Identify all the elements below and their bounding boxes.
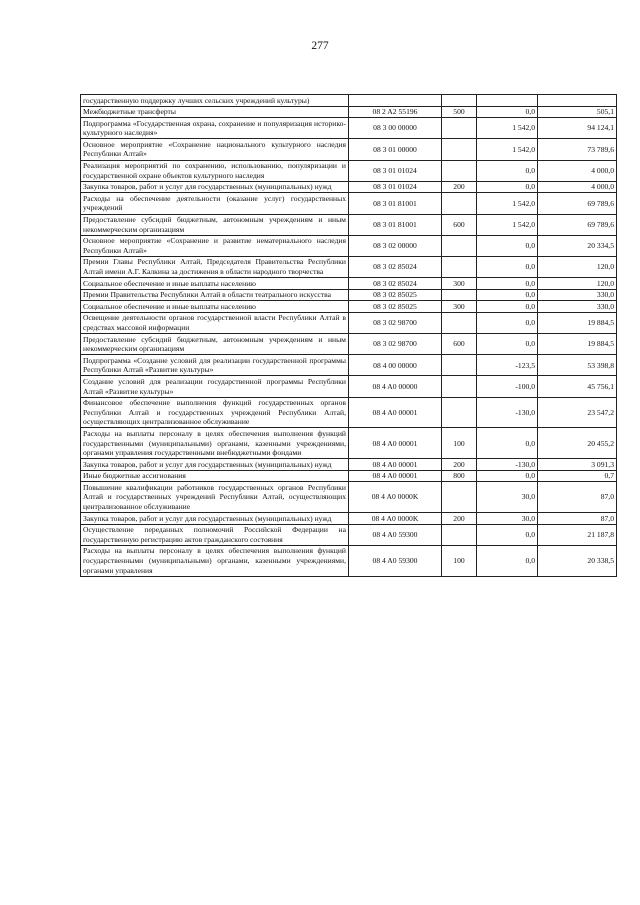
item-code: 08 4 00 00000 xyxy=(349,355,442,376)
expense-type: 300 xyxy=(442,301,477,313)
item-name: Предоставление субсидий бюджетным, автономным учреждениям и иным некоммерческим организациям xyxy=(81,214,349,235)
amount-total: 21 187,8 xyxy=(538,524,617,545)
amount-change: 1 542,0 xyxy=(477,139,538,160)
table-row xyxy=(81,214,617,235)
item-code: 08 4 A0 00001 xyxy=(349,470,442,482)
amount-change: 0,0 xyxy=(477,334,538,355)
expense-type: 100 xyxy=(442,545,477,576)
amount-total: 4 000,0 xyxy=(538,181,617,193)
amount-change: 0,0 xyxy=(477,524,538,545)
amount-total: 19 884,5 xyxy=(538,312,617,333)
item-name: Подпрограмма «Государственная охрана, сохранение и популяризация историко-культурного наследия» xyxy=(81,118,349,139)
item-code: 08 3 01 81001 xyxy=(349,193,442,214)
amount-change: -130,0 xyxy=(477,397,538,428)
amount-change: 0,0 xyxy=(477,470,538,482)
expense-type xyxy=(442,193,477,214)
amount-change: 30,0 xyxy=(477,482,538,513)
expense-type: 200 xyxy=(442,513,477,525)
expense-type: 500 xyxy=(442,106,477,118)
expense-type xyxy=(442,118,477,139)
item-code: 08 2 A2 55196 xyxy=(349,106,442,118)
amount-change: 0,0 xyxy=(477,235,538,256)
item-name: Премии Главы Республики Алтай, Председателя Правительства Республики Алтай имени А.Г. Калкина за достижения в области народного творчества xyxy=(81,256,349,277)
table-row xyxy=(81,334,617,355)
item-code: 08 3 02 98700 xyxy=(349,312,442,333)
item-name: Основное мероприятие «Сохранение национального культурного наследия Республики Алтай» xyxy=(81,139,349,160)
expense-type xyxy=(442,160,477,181)
item-code: 08 3 02 00000 xyxy=(349,235,442,256)
expense-type xyxy=(442,397,477,428)
item-name: Повышение квалификации работников государственных органов Республики Алтай и государственных учреждений Республики Алтай, осуществляющих централизованное обслуживание xyxy=(81,482,349,513)
amount-total xyxy=(538,95,617,107)
expense-type: 600 xyxy=(442,334,477,355)
amount-total: 4 000,0 xyxy=(538,160,617,181)
item-code: 08 4 A0 00001 xyxy=(349,397,442,428)
amount-change: -100,0 xyxy=(477,376,538,397)
amount-total: 20 338,5 xyxy=(538,545,617,576)
amount-total: 69 789,6 xyxy=(538,193,617,214)
expense-type: 200 xyxy=(442,459,477,471)
item-code: 08 3 01 01024 xyxy=(349,160,442,181)
amount-total: 69 789,6 xyxy=(538,214,617,235)
amount-total: 330,0 xyxy=(538,289,617,301)
table-row xyxy=(81,95,617,107)
amount-total: 120,0 xyxy=(538,256,617,277)
amount-change: 0,0 xyxy=(477,181,538,193)
table-row xyxy=(81,482,617,513)
item-code: 08 4 A0 00001 xyxy=(349,459,442,471)
amount-total: 45 756,1 xyxy=(538,376,617,397)
amount-change: 30,0 xyxy=(477,513,538,525)
item-code: 08 3 02 85025 xyxy=(349,301,442,313)
amount-change xyxy=(477,95,538,107)
amount-change: 1 542,0 xyxy=(477,118,538,139)
item-name: Создание условий для реализации государственной программы Республики Алтай «Развитие культуры» xyxy=(81,376,349,397)
amount-total: 3 091,3 xyxy=(538,459,617,471)
amount-total: 19 884,5 xyxy=(538,334,617,355)
expense-type xyxy=(442,95,477,107)
amount-change: 1 542,0 xyxy=(477,214,538,235)
amount-change: 0,0 xyxy=(477,428,538,459)
amount-change: -123,5 xyxy=(477,355,538,376)
item-code: 08 3 01 00000 xyxy=(349,139,442,160)
item-name: Реализация мероприятий по сохранению, использованию, популяризации и государственной охране объектов культурного наследия xyxy=(81,160,349,181)
amount-total: 23 547,2 xyxy=(538,397,617,428)
item-name: Закупка товаров, работ и услуг для государственных (муниципальных) нужд xyxy=(81,181,349,193)
expense-type xyxy=(442,235,477,256)
amount-total: 505,1 xyxy=(538,106,617,118)
amount-change: 1 542,0 xyxy=(477,193,538,214)
item-code: 08 4 A0 0000K xyxy=(349,482,442,513)
table-row xyxy=(81,256,617,277)
amount-total: 0,7 xyxy=(538,470,617,482)
item-code: 08 3 02 85024 xyxy=(349,278,442,290)
item-name: Предоставление субсидий бюджетным, автономным учреждениям и иным некоммерческим организациям xyxy=(81,334,349,355)
expense-type: 300 xyxy=(442,278,477,290)
item-code: 08 4 A0 00000 xyxy=(349,376,442,397)
item-code: 08 4 A0 00001 xyxy=(349,428,442,459)
amount-total: 73 789,6 xyxy=(538,139,617,160)
amount-total: 330,0 xyxy=(538,301,617,313)
item-name: Закупка товаров, работ и услуг для государственных (муниципальных) нужд xyxy=(81,513,349,525)
expense-type xyxy=(442,256,477,277)
item-code: 08 3 02 85025 xyxy=(349,289,442,301)
amount-change: 0,0 xyxy=(477,289,538,301)
table-row xyxy=(81,278,617,290)
table-row xyxy=(81,301,617,313)
table-row xyxy=(81,524,617,545)
table-row xyxy=(81,312,617,333)
item-code: 08 4 A0 59300 xyxy=(349,524,442,545)
expense-type xyxy=(442,355,477,376)
item-name: государственную поддержку лучших сельских учреждений культуры) xyxy=(81,95,349,107)
table-row xyxy=(81,106,617,118)
item-name: Иные бюджетные ассигнования xyxy=(81,470,349,482)
item-code: 08 3 00 00000 xyxy=(349,118,442,139)
amount-total: 87,0 xyxy=(538,482,617,513)
table-row xyxy=(81,193,617,214)
page-number: 277 xyxy=(311,40,329,52)
amount-total: 94 124,1 xyxy=(538,118,617,139)
item-name: Социальное обеспечение и иные выплаты населению xyxy=(81,278,349,290)
expense-type xyxy=(442,482,477,513)
table-row xyxy=(81,376,617,397)
item-name: Межбюджетные трансферты xyxy=(81,106,349,118)
amount-total: 20 455,2 xyxy=(538,428,617,459)
amount-total: 87,0 xyxy=(538,513,617,525)
table-row xyxy=(81,235,617,256)
amount-change: 0,0 xyxy=(477,545,538,576)
amount-change: 0,0 xyxy=(477,256,538,277)
table-row xyxy=(81,470,617,482)
item-name: Расходы на выплаты персоналу в целях обеспечения выполнения функций государственными (муниципальными) органами, казенными учреждениями, органами управления xyxy=(81,545,349,576)
amount-change: -130,0 xyxy=(477,459,538,471)
item-name: Расходы на обеспечение деятельности (оказание услуг) государственных учреждений xyxy=(81,193,349,214)
budget-table-body xyxy=(81,95,617,577)
expense-type: 200 xyxy=(442,181,477,193)
budget-table xyxy=(80,94,617,577)
amount-change: 0,0 xyxy=(477,106,538,118)
item-code: 08 3 01 81001 xyxy=(349,214,442,235)
table-row xyxy=(81,397,617,428)
item-code: 08 3 02 98700 xyxy=(349,334,442,355)
item-code: 08 4 A0 0000K xyxy=(349,513,442,525)
item-code: 08 4 A0 59300 xyxy=(349,545,442,576)
expense-type xyxy=(442,376,477,397)
item-name: Премии Правительства Республики Алтай в области театрального искусства xyxy=(81,289,349,301)
amount-change: 0,0 xyxy=(477,312,538,333)
table-row xyxy=(81,289,617,301)
item-name: Освещение деятельности органов государственной власти Республики Алтай в средствах массовой информации xyxy=(81,312,349,333)
table-row xyxy=(81,513,617,525)
table-row xyxy=(81,428,617,459)
table-row xyxy=(81,118,617,139)
expense-type xyxy=(442,524,477,545)
expense-type: 800 xyxy=(442,470,477,482)
expense-type: 600 xyxy=(442,214,477,235)
amount-total: 120,0 xyxy=(538,278,617,290)
item-name: Социальное обеспечение и иные выплаты населению xyxy=(81,301,349,313)
expense-type: 100 xyxy=(442,428,477,459)
amount-total: 20 334,5 xyxy=(538,235,617,256)
item-name: Осуществление переданных полномочий Российской Федерации на государственную регистрацию актов гражданского состояния xyxy=(81,524,349,545)
item-code xyxy=(349,95,442,107)
expense-type xyxy=(442,289,477,301)
amount-change: 0,0 xyxy=(477,160,538,181)
item-name: Основное мероприятие «Сохранение и развитие нематериального наследия Республики Алтай» xyxy=(81,235,349,256)
item-name: Закупка товаров, работ и услуг для государственных (муниципальных) нужд xyxy=(81,459,349,471)
table-row xyxy=(81,139,617,160)
table-row xyxy=(81,459,617,471)
item-name: Расходы на выплаты персоналу в целях обеспечения выполнения функций государственными (муниципальными) органами, казенными учреждениями, органами управления государственными внебюджетными фондами xyxy=(81,428,349,459)
item-code: 08 3 01 01024 xyxy=(349,181,442,193)
item-code: 08 3 02 85024 xyxy=(349,256,442,277)
amount-total: 53 398,8 xyxy=(538,355,617,376)
table-row xyxy=(81,181,617,193)
expense-type xyxy=(442,312,477,333)
item-name: Подпрограмма «Создание условий для реализации государственной программы Республики Алтай «Развитие культуры» xyxy=(81,355,349,376)
table-row xyxy=(81,355,617,376)
expense-type xyxy=(442,139,477,160)
table-row xyxy=(81,545,617,576)
table-row xyxy=(81,160,617,181)
amount-change: 0,0 xyxy=(477,301,538,313)
amount-change: 0,0 xyxy=(477,278,538,290)
item-name: Финансовое обеспечение выполнения функций государственных органов Республики Алтай и государственных учреждений Республики Алтай, осуществляющих централизованное обслуживание xyxy=(81,397,349,428)
